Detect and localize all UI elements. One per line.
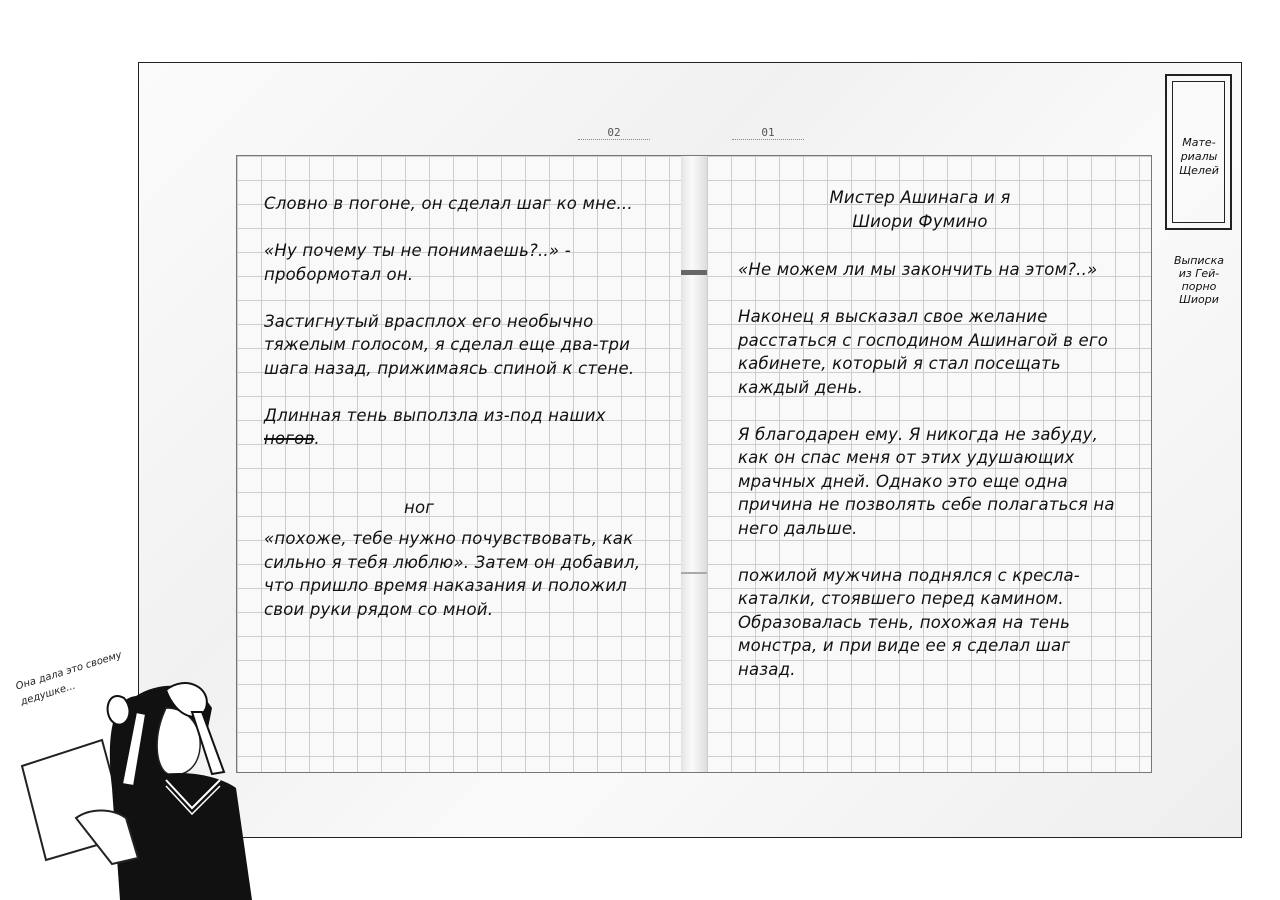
right-paragraph: Я благодарен ему. Я никогда не забуду, как он спас меня от этих удушающих мрачных дней. Однако это еще одна причина не позволять себе полагаться на него дальше. [738, 424, 1115, 538]
materials-box-label: Мате- риалы Щелей [1179, 136, 1219, 177]
left-page-text [264, 192, 648, 451]
story-title [770, 186, 1070, 233]
right-page-text [738, 258, 1130, 681]
crossed-out-word: ногов [264, 429, 315, 448]
title-line: Мистер Ашинага и я [829, 188, 1011, 207]
left-paragraph: «Ну почему ты не понимаешь?..» - пробормотал он. [264, 241, 571, 284]
notebook-spine [681, 156, 707, 772]
left-paragraph: Словно в погоне, он сделал шаг ко мне... [264, 194, 633, 213]
spine-mark [681, 572, 707, 574]
correction-word: ног [404, 498, 435, 517]
left-last-paragraph: «похоже, тебе нужно почувствовать, как сильно я тебя люблю». Затем он добавил, что пришло время наказания и положил свои руки рядом со мной. [264, 529, 641, 619]
spine-mark [681, 270, 707, 275]
illustration-caption: Она дала это своему дедушке... [14, 649, 124, 708]
shadow-line-text: Длинная тень выползла из-под наших [264, 405, 606, 425]
page-number-left: 02 [578, 126, 650, 140]
page-number-right: 01 [732, 126, 804, 140]
girl-illustration [16, 668, 266, 900]
left-paragraph: Застигнутый врасплох его необычно тяжелым голосом, я сделал еще два-три шага назад, прижимаясь спиной к стене. [264, 311, 635, 378]
excerpt-note: Выписка из Гей- порно Шиори [1173, 254, 1224, 306]
right-paragraph: Наконец я высказал свое желание расстаться с господином Ашинагой в его кабинете, который я стал посещать каждый день. [738, 307, 1108, 397]
shadow-line-end: . [314, 429, 320, 448]
left-paragraph-shadow [264, 404, 648, 451]
right-paragraph: «Не можем ли мы закончить на этом?..» [738, 260, 1098, 279]
right-paragraph: пожилой мужчина поднялся с кресла-каталки, стоявшего перед камином. Образовалась тень, похожая на тень монстра, и при виде ее я сделал шаг назад. [738, 565, 1080, 679]
title-line: Шиори Фумино [852, 211, 988, 231]
